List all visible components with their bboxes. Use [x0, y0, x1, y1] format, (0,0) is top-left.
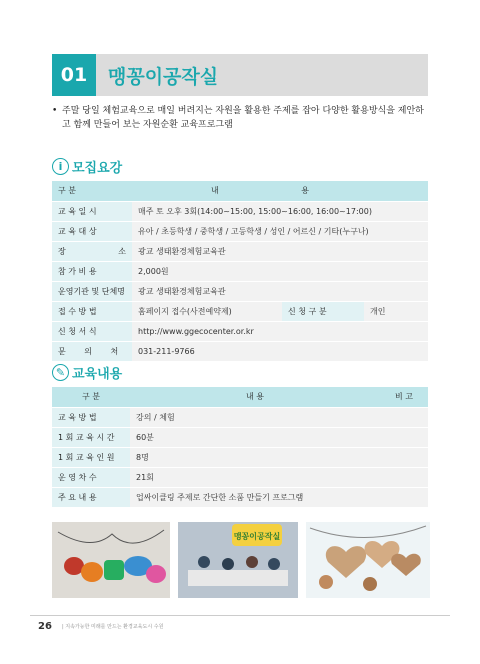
row-label: 장 소 [52, 241, 132, 261]
table-row [52, 447, 428, 467]
felt-crafts-illustration [52, 522, 170, 598]
recruit-table [52, 181, 428, 362]
table-row [52, 427, 428, 447]
header-content: 내 용 [130, 387, 380, 407]
table-row [52, 321, 428, 341]
header-category: 구 분 [52, 387, 130, 407]
section-number: 01 [52, 54, 96, 96]
row-value: 60분 [130, 427, 380, 447]
row-value: 유아 / 초등학생 / 중학생 / 고등학생 / 성인 / 어르신 / 기타(누구나) [132, 221, 428, 241]
photo-sign-text: 맹꽁이공작실 [233, 532, 281, 541]
table-row [52, 301, 428, 321]
row-value: 8명 [130, 447, 380, 467]
table-header-row [52, 181, 428, 201]
row-sub-value: 개인 [364, 301, 428, 321]
row-label: 교 육 대 상 [52, 221, 132, 241]
row-value: 031-211-9766 [132, 341, 428, 361]
table-row [52, 201, 428, 221]
content-table [52, 387, 428, 508]
table-header-row [52, 387, 428, 407]
recruit-heading [52, 156, 122, 176]
table-row [52, 261, 428, 281]
row-value: 업싸이클링 주제로 간단한 소품 만들기 프로그램 [130, 487, 380, 507]
heart-ornaments-illustration [306, 522, 430, 598]
table-row [52, 467, 428, 487]
page-number: 26 [38, 621, 52, 632]
page-title: 맹꽁이공작실 [108, 65, 219, 88]
content-heading [52, 362, 122, 382]
header-category-part: 구 분 [58, 186, 76, 196]
row-label: 참 가 비 용 [52, 261, 132, 281]
row-note [380, 407, 428, 427]
row-value: 매주 토 오후 3회(14:00~15:00, 15:00~16:00, 16:00~17:00) [132, 201, 428, 221]
row-note [380, 487, 428, 507]
bullet: • [52, 106, 58, 116]
row-note [380, 427, 428, 447]
row-note [380, 467, 428, 487]
row-label: 운 영 차 수 [52, 467, 130, 487]
table-row [52, 241, 428, 261]
row-value: 광교 생태환경체험교육관 [132, 281, 428, 301]
row-label: 접 수 방 법 [52, 301, 132, 321]
content-title: 교육내용 [72, 366, 123, 382]
row-label: 주 요 내 용 [52, 487, 130, 507]
row-value: http://www.ggecocenter.or.kr [132, 321, 428, 341]
footer-divider [30, 615, 450, 616]
intro-text: 주말 당일 체험교육으로 매일 버려지는 자원을 활용한 주제를 잡아 다양한 활용방식을 제안하고 함께 만들어 보는 자원순환 교육프로그램 [62, 106, 424, 130]
pencil-icon: ✎ [52, 364, 69, 381]
intro-paragraph [52, 104, 432, 132]
row-value: 홈페이지 접수(사전예약제) [132, 301, 282, 321]
row-value: 강의 / 체험 [130, 407, 380, 427]
header-category [52, 181, 132, 201]
row-label: 문 의 처 [52, 341, 132, 361]
footer-text: | 지속가능한 미래를 만드는 환경교육도시 수원 [62, 624, 164, 630]
workshop-illustration [178, 522, 298, 598]
row-label: 1 회 교 육 시 간 [52, 427, 130, 447]
table-row [52, 487, 428, 507]
info-icon: i [52, 158, 69, 175]
table-row [52, 341, 428, 361]
row-label: 운영기관 및 단체명 [52, 281, 132, 301]
row-value: 21회 [130, 467, 380, 487]
row-label: 신 청 서 식 [52, 321, 132, 341]
row-label: 교 육 방 법 [52, 407, 130, 427]
row-value: 광교 생태환경체험교육관 [132, 241, 428, 261]
row-label: 1 회 교 육 인 원 [52, 447, 130, 467]
header-content [132, 181, 428, 201]
photo-felt-crafts [52, 522, 170, 598]
table-row [52, 407, 428, 427]
header-content-label: 내 용 [211, 186, 349, 196]
recruit-title: 모집요강 [72, 160, 123, 176]
photo-workshop [178, 522, 298, 598]
photo-heart-ornaments [306, 522, 430, 598]
row-value: 2,000원 [132, 261, 428, 281]
row-note [380, 447, 428, 467]
header-note: 비 고 [380, 387, 428, 407]
row-sub-label: 신 청 구 분 [282, 301, 364, 321]
table-row [52, 281, 428, 301]
row-label: 교 육 일 시 [52, 201, 132, 221]
table-row [52, 221, 428, 241]
